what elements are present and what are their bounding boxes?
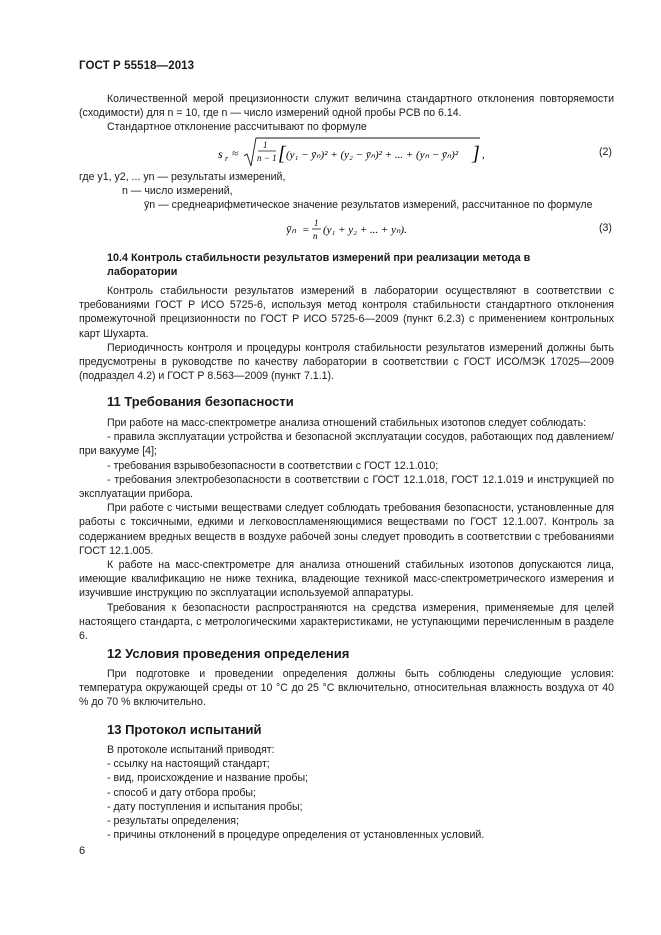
section-13-title: 13 Протокол испытаний xyxy=(107,722,262,737)
precision-text: Количественной мерой прецизионности служит величина стандартного отклонения повторяемости (сходимости) для n = 10, где n — число измерений одной пробы PCB по 6.14. xyxy=(79,93,614,120)
list-item: - результаты определения; xyxy=(107,815,239,828)
svg-text:(y₁ + y₂ + ... + yₙ).: (y₁ + y₂ + ... + yₙ). xyxy=(323,224,407,236)
where-line-2: n — число измерений, xyxy=(122,185,233,197)
svg-text:r: r xyxy=(225,154,229,163)
precision-paragraph xyxy=(79,92,614,135)
svg-text:=: = xyxy=(302,224,310,236)
section-11-paragraph-7: Требования к безопасности распространяются на средства измерения, применяемые для целей настоящего стандарта, с метрологическими характеристиками, не уступающими перечисленным в разделе 6. xyxy=(79,601,614,643)
section-11-paragraph-4: - требования электробезопасности в соответствии с ГОСТ 12.1.018, ГОСТ 12.1.019 и инструкцией по эксплуатации прибора. xyxy=(79,473,614,501)
document-code: ГОСТ Р 55518—2013 xyxy=(79,60,195,72)
section-10-4-paragraph-2: Периодичность контроля и процедуры контроля стабильности результатов измерений должны быть предусмотрены в руководстве по качеству лаборатории в соответствии с ГОСТ ИСО/МЭК 17025—2009 (подраздел 4.2) и ГОСТ Р 8.563—2009 (пункт 7.1.1). xyxy=(79,341,614,383)
section-13-body xyxy=(79,743,614,842)
section-11-paragraph-6: К работе на масс-спектрометре для анализа отношений стабильных изотопов допускаются лица, имеющие квалификацию не ниже техника, владеющие техникой масс-спектрометрического измерения и изучившие инструкцию по эксплуатации используемой аппаратуры. xyxy=(79,559,614,600)
svg-text:]: ] xyxy=(472,143,480,165)
section-11-title: 11 Требования безопасности xyxy=(107,394,294,409)
svg-text:(y₁ − ȳₙ)² + (y₂ − ȳₙ)² + ...: (y₁ − ȳₙ)² + (y₂ − ȳₙ)² + ... + (yₙ − ȳₙ)² xyxy=(286,149,459,161)
svg-text:s: s xyxy=(218,147,223,161)
svg-text:ȳₙ: ȳₙ xyxy=(286,222,297,236)
section-10-4-body xyxy=(79,284,614,383)
section-12-title: 12 Условия проведения определения xyxy=(107,646,350,661)
section-11-body xyxy=(79,416,614,643)
svg-text:n − 1: n − 1 xyxy=(257,153,277,163)
list-item: - вид, происхождение и название пробы; xyxy=(107,772,309,785)
equation-number-2: (2) xyxy=(599,146,612,158)
section-10-4-title: 10.4 Контроль стабильности результатов измерений при реализации метода в лаборатории xyxy=(107,252,531,278)
section-11-paragraph-1: При работе на масс-спектрометре анализа отношений стабильных изотопов следует соблюдать: xyxy=(107,417,587,429)
list-item: - способ и дату отбора пробы; xyxy=(107,786,256,799)
section-12-paragraph-1: При подготовке и проведении определения должны быть соблюдены следующие условия: температура окружающей среды от 10 °С до 25 °С включительно, относительная влажность воздуха от 40 % до 70 % включительно. xyxy=(79,668,614,709)
svg-text:1: 1 xyxy=(314,218,319,228)
section-12-body xyxy=(79,667,614,710)
list-item: - причины отклонений в процедуре определения от установленных условий. xyxy=(107,829,485,842)
svg-text:1: 1 xyxy=(263,140,268,150)
svg-text:≈: ≈ xyxy=(232,148,239,160)
section-11-paragraph-5: При работе с чистыми веществами следует соблюдать требования безопасности, установленные для работы с токсичными, едкими и легковоспламеняющимися веществами по ГОСТ 12.1.007. Контроль за содержанием вредных веществ в воздухе рабочей зоны следует проводить в соответствии с требованиями ГОСТ 12.1.005. xyxy=(79,502,614,557)
formula-intro: Стандартное отклонение рассчитывают по формуле xyxy=(107,121,367,134)
section-10-4-paragraph-1: Контроль стабильности результатов измерений в лаборатории осуществляют в соответствии с требованиями ГОСТ Р ИСО 5725-6, используя метод контроля стабильности стандартного отклонения промежуточной прецизионности по ГОСТ Р ИСО 5725-6—2009 (пункт 6.2.3) с применением контрольных карт Шухарта. xyxy=(79,285,614,340)
list-item: - ссылку на настоящий стандарт; xyxy=(107,758,270,771)
svg-text:n: n xyxy=(313,231,318,241)
where-line-3: ȳn — среднеарифметическое значение результатов измерений, рассчитанное по формуле xyxy=(144,199,593,211)
svg-text:,: , xyxy=(482,149,485,161)
section-11-paragraph-3: - требования взрывобезопасности в соответствии с ГОСТ 12.1.010; xyxy=(107,459,439,472)
section-13-intro: В протоколе испытаний приводят: xyxy=(107,744,275,756)
list-item: - дату поступления и испытания пробы; xyxy=(107,800,303,813)
section-11-paragraph-2: - правила эксплуатации устройства и безопасной эксплуатации сосудов, работающих под давлением/при вакууме [4]; xyxy=(79,431,614,458)
formula-3 xyxy=(286,216,416,250)
formula-2-graphic xyxy=(218,136,488,172)
svg-text:[: [ xyxy=(278,143,286,165)
formula-3-graphic xyxy=(286,216,416,246)
page-number: 6 xyxy=(79,845,86,857)
where-line-1: где y1, y2, ... yn — результаты измерений, xyxy=(79,171,286,183)
equation-number-3: (3) xyxy=(599,222,612,234)
